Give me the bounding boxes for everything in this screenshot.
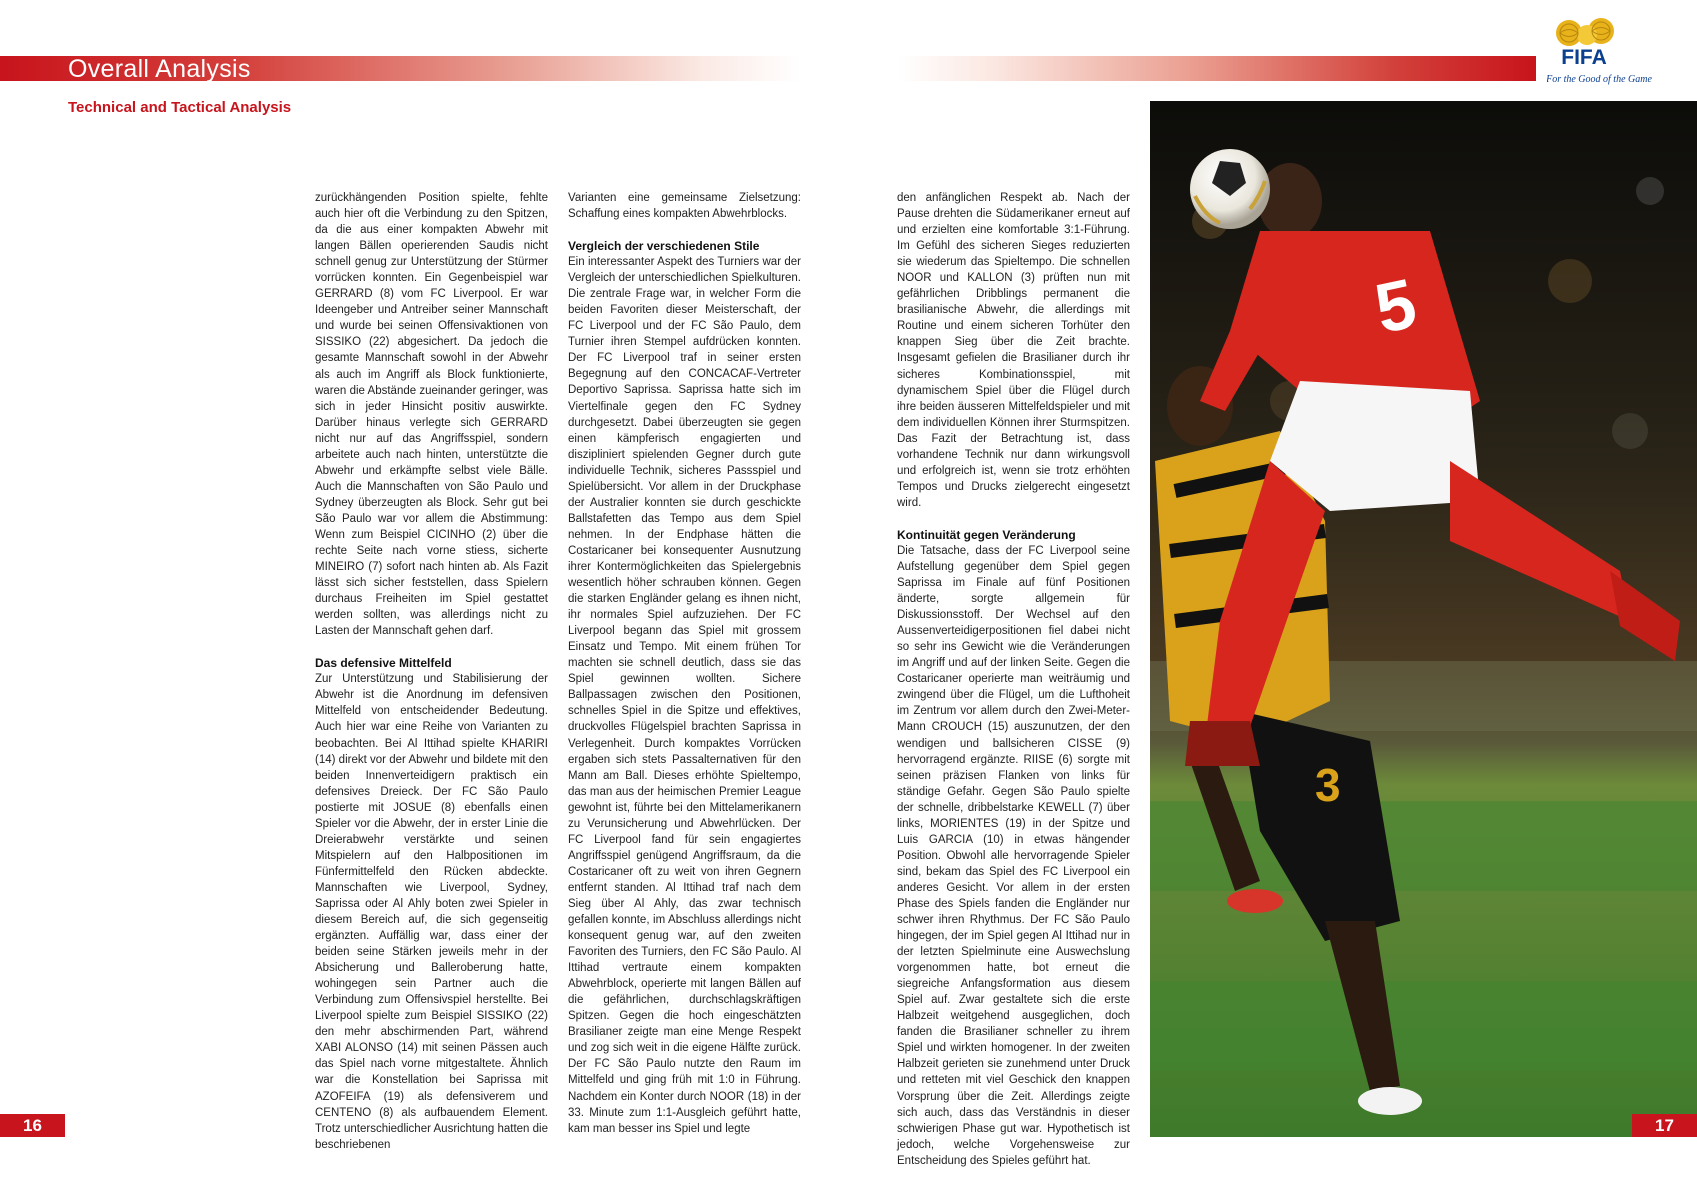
football-icon (1190, 149, 1270, 229)
section-header-band-right (898, 56, 1536, 81)
page-subtitle: Technical and Tactical Analysis (68, 99, 292, 116)
page-number-left: 16 (0, 1114, 65, 1137)
shirt-number-back: 3 (1315, 759, 1341, 811)
body-paragraph: Zur Unterstützung und Stabilisierung der Abwehr ist die Anordnung im defensiven Mittelfeld von entscheidender Bedeutung. Auch hier war eine Reihe von Varianten zu beobachten. Bei Al Ittihad spielte KHARIRI (14) direkt vor der Abwehr und bildete mit den beiden Innenverteidigern praktisch ein defensives Dreieck. Der FC São Paulo postierte mit JOSUE (8) ebenfalls einen Spieler vor die Abwehr, der in erster Linie die Dreierabwehr verstärkte und seinen Mitspielern auf den Halbpositionen im Fünfermittelfeld den Rücken abdeckte. Mannschaften wie Liverpool, Sydney, Saprissa oder Al Ahly boten zwei Spieler in diesem Bereich auf, die sich gegenseitig ergänzten. Auffällig war, dass einer der beiden seine Stärken jeweils mehr in der Absicherung und Balleroberung hatte, wohingegen sein Partner auch die Verbindung zum Offensivspiel herstellte. Bei Liverpool spielte zum Beispiel SISSIKO (22) den mehr abschirmenden Part, während XABI ALONSO (14) mit seinen Pässen auch das Spiel nach vorne mitgestaltete. Ähnlich war die Konstellation bei Saprissa mit AZOFEIFA (19) als defensiverem und CENTENO (8) als aufbauendem Element. Trotz unterschiedlicher Ausrichtung hatten die beschriebenen (315, 673, 548, 1151)
section-heading: Das defensive Mittelfeld (315, 656, 452, 671)
globe-icon (1556, 18, 1614, 46)
section-title: Overall Analysis (68, 55, 251, 83)
logo-tagline: For the Good of the Game (1547, 74, 1652, 85)
section-heading: Vergleich der verschiedenen Stile (568, 239, 760, 254)
shirt-number-front: 5 (1368, 263, 1423, 349)
logo-wordmark: FIFA (1561, 46, 1607, 69)
text-column-1 (315, 190, 548, 1153)
text-column-2 (568, 190, 801, 1137)
body-paragraph: zurückhängenden Position spielte, fehlte auch hier oft die Verbindung zu den Spitzen, da die aus einer kompakten Abwehr mit langen Bällen operierenden Saudis nicht schnell genug zur Unterstützung der Stürmer vorrücken konnten. Ein Gegenbeispiel war GERRARD (8) vom FC Liverpool. Er war Ideengeber und Antreiber seiner Mannschaft und wurde bei seinen Offensivaktionen von SISSIKO (22) abgesichert. Da jedoch die gesamte Mannschaft sowohl in der Abwehr als auch im Angriff als Block funktionierte, waren die Abstände zueinander geringer, was sich in jeder Hinsicht positiv auswirkte. Darüber hinaus verlegte sich GERRARD nicht nur auf das Angriffsspiel, sondern arbeitete auch nach hinten, unterstützte die Abwehr und erkämpfte selbst viele Bälle. Auch die Mannschaften von São Paulo und Sydney überzeugten als Block. Sehr gut bei São Paulo war vor allem die Abstimmung: Wenn zum Beispiel CICINHO (2) über die rechte Seite nach vorne stiess, sicherte MINEIRO (7) sofort nach hinten ab. Als Fazit lässt sich sicher feststellen, dass Spielern durchaus Freiheiten im Spiel gestattet werden sollten, was allerdings nicht zu Lasten der Mannschaft gehen darf. (315, 192, 548, 638)
body-paragraph: Varianten eine gemeinsame Zielsetzung: Schaffung eines kompakten Abwehrblocks. (568, 192, 801, 221)
page-number-right: 17 (1632, 1114, 1697, 1137)
section-heading: Kontinuität gegen Veränderung (897, 527, 1076, 542)
body-paragraph: Die Tatsache, dass der FC Liverpool seine Aufstellung gegenüber dem Spiel gegen Saprissa im Finale auf fünf Positionen änderte, sorgte allgemein für Diskussionsstoff. Der Wechsel auf den Aussenverteidigerpositionen fiel dabei nicht so sehr ins Gewicht wie die Veränderungen im Angriff und auf der linken Seite. Gegen die Costaricaner operierte man weiträumig und zwingend über die Flügel, um die Lufthoheit im Zentrum vor allem durch den Zwei-Meter-Mann CROUCH (15) auszunutzen, der den wendigen und ballsicheren CISSE (9) hervorragend ergänzte. RIISE (6) sorgte mit seinen präzisen Flanken von links für ständige Gefahr. Gegen São Paulo spielte der schnelle, dribbelstarke KEWELL (7) über links, MORIENTES (19) in der Spitze und Luis GARCIA (10) in etwas hängender Position. Obwohl alle hervorragende Spieler sind, bekam das Spiel des FC Liverpool ein anderes Gesicht. Vor allem in der ersten Phase des Spiels fanden die Engländer nur schwer ihren Rhythmus. Der FC São Paulo hingegen, der im Spiel gegen Al Ittihad nur in der letzten Spielminute eine Auswechslung vorgenommen hatte, bot erneut die siegreiche Anfangsformation aus diesem Spiel auf. Zwar gestaltete sich die erste Halbzeit weitgehend ausgeglichen, doch fanden die Brasilianer schneller zu ihrem Spiel und wirkten homogener. In der zweiten Halbzeit gerieten sie zunehmend unter Druck und retteten mit viel Geschick den knappen Vorsprung über die Zeit. Allerdings zeigte sich auch, dass das Verständnis in dieser schwierigen Phase gut war. Hypothetisch ist jedoch, welche Vorgehensweise zur Entscheidung des Spieles geführt hat. (897, 544, 1130, 1167)
body-paragraph: den anfänglichen Respekt ab. Nach der Pause drehten die Südamerikaner erneut auf und erzielten eine komfortable 3:1-Führung. Im Gefühl des sicheren Sieges reduzierten sie wiederum das Spieltempo. Die schnellen NOOR und KALLON (3) prüften nun mit gefährlichen Dribblings permanent die brasilianische Abwehr, die allerdings mit Routine und einem sicheren Torhüter den knappen Sieg über die Zeit brachte. Insgesamt gefielen die Brasilianer durch ihr sicheres Kombinationsspiel, mit dynamischem Spiel über die Flügel durch ihre beiden äusseren Mittelfeldspieler und mit dem individuellen Können ihrer Sturmspitzen. Das Fazit der Betrachtung ist, dass vorhandene Technik nur dann wirkungsvoll und erfolgreich ist, wenn sie trotz erhöhten Tempos und Drucks zielgerecht eingesetzt wird. (897, 192, 1130, 509)
match-photo (1150, 101, 1697, 1137)
fifa-logo (1547, 16, 1655, 90)
body-paragraph: Ein interessanter Aspekt des Turniers war der Vergleich der unterschiedlichen Spielkulturen. Die zentrale Frage war, in welcher Form die beiden Favoriten dieser Meisterschaft, der FC Liverpool und der FC São Paulo, dem Turnier ihren Stempel aufdrücken konnten. Der FC Liverpool traf in seiner ersten Begegnung auf den CONCACAF-Vertreter Deportivo Saprissa. Saprissa hatte sich im Viertelfinale gegen den FC Sydney durchgesetzt. Dabei überzeugten sie gegen einen kämpferisch engagierten und diszipliniert spielenden Gegner durch gute individuelle Technik, sicheres Passspiel und Spielübersicht. Vor allem in der Druckphase der Australier konnten sie durch geschickte Ballstafetten das Tempo aus dem Spiel nehmen. In der Endphase hätten die Costaricaner bei konsequenter Ausnutzung ihrer Kontermöglichkeiten das Spielergebnis wesentlich höher schrauben können. Gegen die starken Engländer gelang es ihnen nicht, ihr normales Spiel aufzuziehen. Der FC Liverpool begann das Spiel mit grossem Einsatz und Tempo. Mit einem frühen Tor machten sie schnell deutlich, dass sie das Spiel gewinnen wollten. Sichere Ballpassagen zwischen den Positionen, schnelles Spiel in die Spitze und effektives, druckvolles Flügelspiel brachten Saprissa in Verlegenheit. Durch kompaktes Vorrücken ergaben sich stets Passalternativen für den Mann am Ball. Dieses erhöhte Spieltempo, das man aus der heimischen Premier League gewohnt ist, führte bei den Mittelamerikanern zu Verunsicherung und Abwehrlücken. Der FC Liverpool fand für sein engagiertes Angriffsspiel genügend Angriffsraum, da die Costaricaner oft zu weit von ihren Gegnern entfernt standen. Al Ittihad traf nach dem Sieg über Al Ahly, das zwar technisch gefallen konnte, im Abschluss allerdings nicht konsequent genug war, auf den zweiten Favoriten des Turniers, den FC São Paulo. Al Ittihad vertraute einem kompakten Abwehrblock, operierte mit langen Bällen auf die gefährlichen, durchschlagskräftigen Spitzen. Gegen die hoch eingeschätzten Brasilianer zeigte man eine Menge Respekt und zog sich weit in die eigene Hälfte zurück. Der FC São Paulo nutzte den Raum im Mittelfeld und ging früh mit 1:0 in Führung. Nachdem ein Konter durch NOOR (18) in der 33. Minute zum 1:1-Ausgleich geführt hatte, kam man besser ins Spiel und legte (568, 256, 801, 1135)
text-column-3 (897, 190, 1130, 1169)
